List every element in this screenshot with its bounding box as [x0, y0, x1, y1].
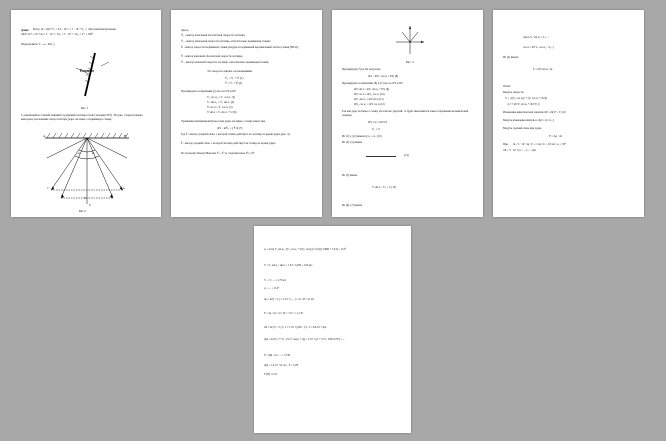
derivation-step-2: Из (3), (5) имеем: [342, 141, 362, 144]
reaction-force-description: F̄ - вектор средней силы, с которой частица действует на стенку во время удара.: [181, 142, 276, 145]
speed-modulus-label: Модуль скорости: [503, 91, 524, 94]
momentum-change-modulus: Модуль изменения импульса |Δp̄| = m √(...): [503, 119, 554, 122]
document-page-1[interactable]: [11, 10, 161, 217]
solution-title: Решение: [79, 69, 95, 73]
figure-1-sketch: [71, 48, 111, 103]
page4-from-text: Из (5) имеем: [503, 56, 519, 59]
equation-10: mV cos α = mV₀ cos α₀ (10): [354, 93, 385, 96]
calc-line-5: Δp = m(V - V₀) = 5·10⁻³ ( ... ) = 2,1·10⁻³ кг·м/с: [264, 298, 315, 301]
projection-ox-text: Проецируем (7) на Ох получаем: [342, 68, 381, 71]
energy-equation-1: mV₀²/2 = mV²/2: [368, 120, 387, 124]
projection-eq-6: V sin α = Vᵣ sin αᵣ + U (6): [207, 111, 237, 114]
relation-intro: Это скорость связана соотношениями: [207, 70, 252, 73]
figure-2-label-b: B: [124, 134, 127, 138]
fraction-bar: [366, 156, 396, 157]
derivation-step-3: Из (5) имеем: [342, 174, 358, 177]
projection-eq-4: V₀ sin α₀ = V₁ sin α₁ (4): [207, 101, 235, 104]
speed-equation-2: √(1 + 4U/V₀ sin α₀ + 4U²/V₀²): [507, 103, 540, 106]
projection-eq-3: V₀ cos α₀ = V₁ cos α₁ (3): [207, 96, 236, 99]
find-line: Определить: С , ω , M ( ): [21, 42, 55, 46]
given-label: Дано:: [21, 28, 30, 32]
equation-2: V̄ = V̄ᵣ + Ū (2): [225, 81, 243, 85]
document-page-2[interactable]: [171, 10, 322, 217]
kinetic-energy-change: Изменение кинетической энергии ΔE = m(V² - V₀²)/2: [503, 111, 566, 114]
answer-label: Ответ:: [503, 84, 512, 88]
document-page-3[interactable]: [332, 10, 483, 217]
figure-2-label-alpha: α: [78, 151, 80, 155]
figure-2-label-u: u: [123, 186, 125, 190]
definition-5: V̄ᵣ - вектор конечной скорости частицы, относительно подвижной стенки.: [181, 61, 269, 64]
document-page-4[interactable]: [493, 10, 644, 217]
calc-line-3: V₁ = V₀ ... = 2,73 м/с: [264, 279, 287, 282]
page4-top-equation: Здесь V₀ sin α₀ / 2 = ...: [523, 36, 550, 39]
figure-1-caption: Рис.1: [81, 106, 88, 110]
equation-15: V sin αᵣ / V₀ = C (15): [372, 186, 397, 189]
elastic-collision-text: Так как удар частицы о стенку абсолютно упругий, то будет выполняться закон сохранения механической энергии: [342, 110, 469, 117]
speed-equation-1: V = √((V₀ cos α₀)² + (V₀ sin α₀ + 2U)²): [505, 97, 548, 100]
definition-1: V̄₀ - вектор начальной абсолютной скорости частицы;: [181, 34, 246, 37]
momentum-equation: mV̄ - mV̄₀ = ∫ F̄ dt (7): [217, 126, 243, 130]
calc-line-7: ΔE = m (V² - V₀²) / 2 = 5·10⁻³(1,93² - 1²) / 2 = 6,8·10⁻³ Дж: [264, 326, 327, 329]
derivation-step-4: Из (6), (7) имеем: [342, 204, 362, 207]
calc-line-2: V = V₀ sin α₀ / sin α = 1·0,5 / 0,259 = 1,93 м/с: [264, 264, 313, 267]
given-line-2: ΔΕ/Σ, m* = 10⁻³ m = 5 · 10⁻³ ; Δv₀ = 5 · 10⁻³ ; Σν₀ = 2⁰' = 100⁰: [21, 33, 94, 36]
equation-11: mV₀ sin α₀ = mV sin α (11): [354, 98, 384, 101]
projection-eq-5: V cos α = Vᵣ cos αᵣ (5): [207, 106, 233, 109]
projection-oy-text: Проецируем соотношение (8) и (7) на ось ОY и ОУ: [342, 82, 403, 85]
figure-2-label-v: v: [47, 186, 49, 190]
figure-2-vector-diagram: [37, 128, 137, 206]
calc-line-8: |Δp̄| = m√(V₀² + V² - 2V₀V cos(α₀ + α)) = 5·10⁻³√(1 + 3,73 - 3,86·0,707) = ...: [264, 338, 345, 341]
energy-equation-2: V₀ = V: [372, 127, 381, 131]
figure-3-force-sketch: [392, 24, 428, 64]
equation-14-number: (14): [404, 154, 409, 157]
page2-heading: Здесь: [181, 28, 189, 32]
force-description: Где F̄ - вектор средней силы, с которой стенка действует на частицу во время удара (рис. 3).: [181, 133, 291, 136]
equation-12: mV₀ cos α₀ = mV cos α (12): [354, 103, 385, 106]
document-page-5[interactable]: [254, 226, 411, 433]
solution-body-text: С решающейся стенкой лишний соударений частицы стене (тележки 'БЭ') . На рис. 2 представлено векторное разложение скоростей при ударе частицы о подвижную стенку.: [21, 113, 143, 121]
calc-line-11: F (Н) = 0,75: [264, 373, 277, 376]
calc-line-9: F = |Δp̄| / Δt = ... = 7,0 Н: [264, 354, 290, 357]
figure-2-label-beta: β: [92, 151, 94, 155]
given-line-1: Растр, m = 5m* V₀ = 0,5 · 10⁻³ = 1 · 10⁻³ V₀ ; ; Эпц пометкиотдельные: [33, 28, 116, 31]
figure-3-caption: Рис. 3: [406, 60, 414, 64]
figure-2-label-a: A: [43, 134, 46, 138]
figure-2-caption: Рис.2: [79, 209, 86, 213]
equation-1: V̄₀ = V̄₁ + Ū (1): [225, 76, 244, 80]
definition-2: V̄₁ - вектор начальной скорости частицы, относительно подвижной стенки;: [181, 40, 271, 43]
average-force-label: Модуль средней силы при ударе: [503, 127, 542, 130]
newton-third-law: По третьему Закону Ньютона F̄ = -F̄' и, следовательно |F̄| = |F̄'|: [181, 152, 255, 155]
calc-line-4: α₁ = ... = 15,0°: [264, 287, 280, 290]
average-force-equation: F = Δp / Δt: [549, 134, 562, 138]
calc-line-1: α₁ = arctg V₀ sin α₀ / (V₀ cos α₀ + 2U) = arctg (1·0,5)/(1·0,866 + 2·0,5) = 15,0°: [264, 248, 347, 251]
figure-2-label-origin: O: [84, 196, 87, 200]
numeric-values-2: ΔE = 5 · 10⁻³ (1² - ...) = ... Дж: [503, 149, 536, 152]
calc-line-10: |Δp̄| = 1,4·10⁻² кг·м/с , F = 14 Н: [264, 364, 299, 367]
momentum-intro: Уравнение изменения импульса при ударе частицы о стенку имеет вид: [181, 120, 266, 123]
derivation-step-1: Из (11), (12) имеем tg α₁ = α₂ (13): [342, 135, 382, 138]
page4-cos-equation: cos α = 40 V₀ cos α₀ / √(...): [523, 46, 554, 49]
definition-4: V̄ - вектор конечной абсолютной скорости частицы;: [181, 55, 243, 58]
projection-intro: Проецируем соотношения (1) на оси ОY и ОУ: [181, 90, 236, 93]
figure-2-label-c: C: [89, 203, 92, 207]
page4-force-fraction: F = mV sin α / Δt: [533, 68, 553, 71]
numeric-label: При: [503, 143, 508, 146]
equation-8: mV - mV₀ cos α = F∆t (8): [368, 74, 399, 78]
definition-3: Ū - вектор скорости подвижной стенки (модуль и подвижный вертикальный частиц стенки (НСО);: [181, 46, 299, 49]
calc-line-6: F = Δp / Δt = 2,1·10⁻³ / 10⁻³ = 2,1 Н: [264, 312, 303, 315]
numeric-values-1: m = 5 · 10⁻³ кг, V₀ = 1 м/с, U = 0,5 м/с, α₀ = 30°: [513, 143, 567, 146]
equation-9: mV sin α = mV₀ sin α₀ + F∆t (9): [354, 88, 390, 91]
